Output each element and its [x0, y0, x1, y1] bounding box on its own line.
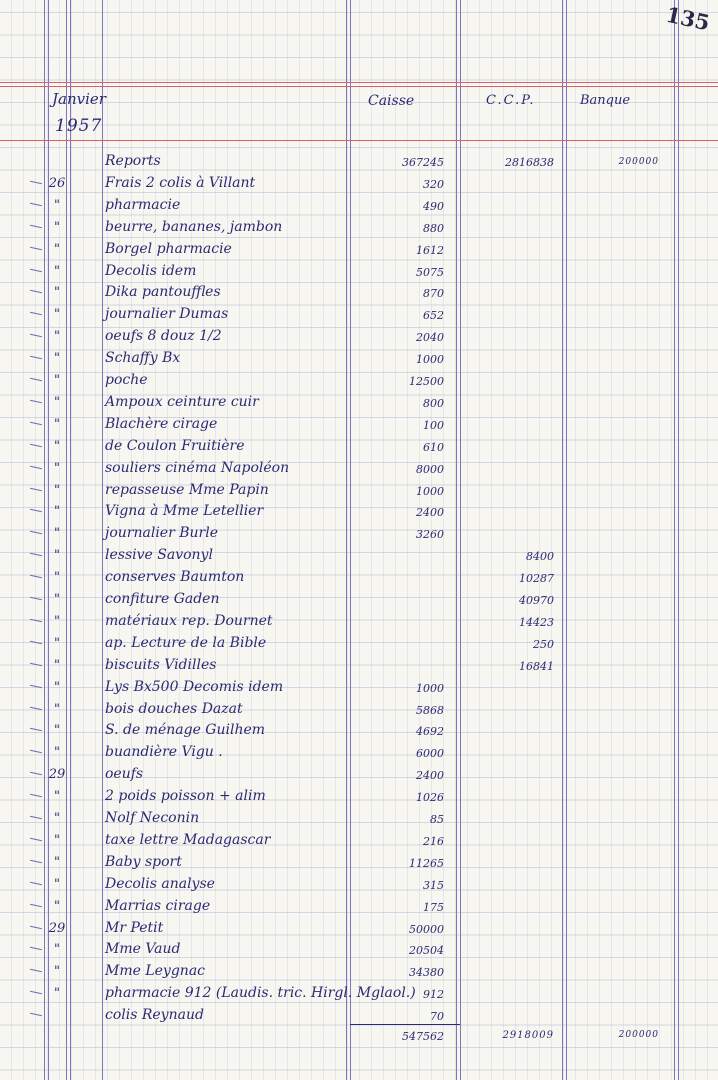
entry-caisse-amount: 3260	[416, 528, 444, 542]
entry-day: "	[54, 241, 60, 257]
column-header-ccp: C.C.P.	[486, 93, 536, 108]
entry-caisse-amount: 50000	[409, 922, 444, 936]
entry-day: "	[54, 373, 60, 388]
check-mark	[30, 794, 42, 797]
entry-description: matériaux rep. Dournet	[105, 612, 273, 629]
ledger-row	[0, 982, 718, 1004]
entry-caisse-amount: 70	[430, 1010, 444, 1024]
entry-day: 29	[48, 920, 66, 936]
entry-day: "	[54, 504, 60, 520]
entry-day: "	[54, 789, 60, 805]
ledger-row	[0, 719, 718, 741]
ledger-row	[0, 873, 718, 895]
ledger-row	[0, 413, 718, 435]
check-mark	[30, 203, 42, 206]
entry-day: "	[54, 964, 60, 980]
ledger-row	[0, 763, 718, 785]
check-mark	[30, 465, 42, 468]
ledger-row	[0, 851, 718, 873]
entry-ccp-amount: 40970	[519, 594, 554, 607]
totals-row	[0, 1030, 718, 1054]
check-mark	[30, 903, 42, 906]
ledger-row	[0, 741, 718, 763]
check-mark	[30, 575, 42, 578]
total-caisse: 547562	[402, 1030, 444, 1043]
check-mark	[30, 619, 42, 622]
entry-caisse-amount: 367245	[402, 156, 444, 169]
entry-caisse-amount: 11265	[409, 856, 444, 870]
year-label: 1957	[55, 116, 103, 136]
ledger-row	[0, 457, 718, 479]
check-mark	[30, 290, 42, 293]
ledger-row	[0, 260, 718, 282]
entry-day: "	[54, 394, 60, 410]
ledger-row	[0, 917, 718, 939]
ledger-row	[0, 172, 718, 194]
entry-caisse-amount: 610	[423, 440, 444, 454]
entry-caisse-amount: 1000	[416, 353, 444, 367]
entry-description: biscuits Vidilles	[105, 656, 217, 673]
entry-caisse-amount: 5868	[416, 703, 444, 717]
ledger-row	[0, 194, 718, 216]
entry-day: 29	[48, 767, 66, 783]
entry-description: Baby sport	[105, 853, 182, 870]
check-mark	[30, 991, 42, 994]
total-ccp: 2918009	[502, 1030, 554, 1041]
ledger-row	[0, 698, 718, 720]
entry-description: poche	[105, 372, 148, 388]
entry-description: 2 poids poisson + alim	[105, 788, 266, 805]
entry-day: "	[54, 832, 60, 848]
entry-description: Decolis idem	[105, 262, 197, 279]
entry-description: confiture Gaden	[105, 591, 220, 607]
entry-caisse-amount: 315	[423, 878, 444, 892]
ledger-row	[0, 676, 718, 698]
entry-caisse-amount: 20504	[409, 944, 444, 958]
ledger-row	[0, 238, 718, 260]
ledger-row	[0, 479, 718, 501]
entry-day: "	[54, 285, 60, 301]
check-mark	[30, 268, 42, 271]
entry-description: buandière Vigu .	[105, 744, 223, 761]
entry-description: Vigna à Mme Letellier	[105, 503, 264, 520]
entry-caisse-amount: 800	[423, 396, 444, 410]
entry-day: "	[54, 548, 60, 564]
check-mark	[30, 816, 42, 819]
ledger-row	[0, 1004, 718, 1026]
ledger-row	[0, 303, 718, 325]
check-mark	[30, 684, 42, 687]
entry-description: Mme Vaud	[105, 941, 181, 958]
check-mark	[30, 662, 42, 665]
ledger-row	[0, 895, 718, 917]
check-mark	[30, 422, 42, 425]
check-mark	[30, 641, 42, 644]
check-mark	[30, 750, 42, 753]
check-mark	[30, 246, 42, 249]
ledger-row	[0, 281, 718, 303]
total-rule	[350, 1024, 460, 1025]
entry-description: Ampoux ceinture cuir	[105, 393, 259, 410]
entry-day: "	[54, 657, 60, 673]
entry-ccp-amount: 14423	[519, 615, 554, 629]
entry-description: Lys Bx500 Decomis idem	[105, 678, 284, 695]
check-mark	[30, 772, 42, 775]
entry-description: oeufs 8 douz 1/2	[105, 328, 222, 345]
total-banque: 200000	[618, 1030, 659, 1040]
entry-ccp-amount: 16841	[519, 659, 554, 673]
entry-caisse-amount: 2400	[416, 506, 444, 520]
entry-description: lessive Savonyl	[105, 547, 213, 564]
entry-description: Frais 2 colis à Villant	[105, 174, 256, 191]
entry-ccp-amount: 250	[533, 637, 554, 651]
entry-day: "	[54, 854, 60, 870]
entry-description: Marrias cirage	[105, 897, 211, 914]
entry-description: Nolf Neconin	[105, 810, 200, 826]
entry-day: "	[54, 723, 60, 739]
check-mark	[30, 706, 42, 709]
check-mark	[30, 553, 42, 556]
entry-day: "	[54, 329, 60, 345]
entry-caisse-amount: 12500	[409, 375, 444, 388]
entry-caisse-amount: 2400	[416, 769, 444, 783]
check-mark	[30, 378, 42, 381]
entry-day: "	[54, 613, 60, 629]
check-mark	[30, 947, 42, 950]
ledger-row	[0, 347, 718, 369]
entry-description: de Coulon Fruitière	[105, 437, 245, 454]
ledger-row	[0, 369, 718, 391]
entry-caisse-amount: 100	[423, 418, 444, 432]
column-header-banque: Banque	[580, 93, 631, 108]
entry-caisse-amount: 490	[423, 199, 444, 213]
ledger-row	[0, 391, 718, 413]
ledger-row	[0, 654, 718, 676]
header-rule-middle	[0, 86, 718, 87]
entry-day: "	[54, 679, 60, 695]
check-mark	[30, 509, 42, 512]
ledger-row	[0, 544, 718, 566]
entry-day: "	[54, 745, 60, 761]
entry-description: Mr Petit	[105, 919, 164, 936]
entry-description: bois douches Dazat	[105, 700, 243, 717]
ledger-row	[0, 829, 718, 851]
entry-caisse-amount: 85	[430, 813, 444, 826]
entry-day: "	[54, 811, 60, 826]
ledger-row	[0, 785, 718, 807]
ledger-row	[0, 216, 718, 238]
entry-description: pharmacie	[105, 196, 181, 213]
check-mark	[30, 312, 42, 315]
entry-day: "	[54, 526, 60, 542]
entry-day: "	[54, 307, 60, 323]
check-mark	[30, 728, 42, 731]
check-mark	[30, 597, 42, 600]
entry-day: "	[54, 635, 60, 651]
ledger-row	[0, 566, 718, 588]
entry-ccp-amount: 10287	[519, 572, 554, 586]
entry-caisse-amount: 652	[423, 309, 444, 323]
entry-day: "	[54, 438, 60, 454]
entry-ccp-amount: 8400	[526, 550, 554, 564]
entry-caisse-amount: 6000	[416, 747, 444, 761]
entry-description: beurre, bananes, jambon	[105, 218, 283, 235]
check-mark	[30, 969, 42, 972]
check-mark	[30, 400, 42, 403]
entry-description: oeufs	[105, 766, 144, 783]
ledger-row	[0, 500, 718, 522]
entry-caisse-amount: 1000	[416, 484, 444, 498]
check-mark	[30, 860, 42, 863]
ledger-row	[0, 150, 718, 172]
entry-day: "	[54, 701, 60, 717]
entry-description: pharmacie 912 (Laudis. tric. Hirgl. Mglaol.)	[105, 985, 416, 1002]
entry-day: "	[54, 460, 60, 476]
ledger-row	[0, 435, 718, 457]
entry-caisse-amount: 4692	[416, 725, 444, 739]
entry-caisse-amount: 1026	[416, 791, 444, 805]
entry-caisse-amount: 1612	[416, 243, 444, 257]
entry-description: journalier Dumas	[105, 306, 229, 323]
entry-description: souliers cinéma Napoléon	[105, 459, 290, 476]
check-mark	[30, 838, 42, 841]
entry-caisse-amount: 2040	[416, 331, 444, 345]
check-mark	[30, 1013, 42, 1016]
check-mark	[30, 925, 42, 928]
entry-description: Mme Leygnac	[105, 963, 206, 980]
header-rule-top	[0, 82, 718, 83]
ledger-row	[0, 588, 718, 610]
column-header-caisse: Caisse	[368, 93, 415, 109]
entry-day: "	[54, 197, 60, 213]
entry-description: journalier Burle	[105, 525, 218, 542]
entry-day: "	[54, 942, 60, 958]
entry-caisse-amount: 5075	[416, 265, 444, 279]
entry-description: colis Reynaud	[105, 1007, 204, 1024]
page-number: 135	[664, 1, 713, 36]
month-label: Janvier	[52, 90, 106, 108]
entry-day: "	[54, 263, 60, 279]
entry-day: "	[54, 898, 60, 914]
entry-day: "	[54, 986, 60, 1002]
entry-description: Reports	[105, 153, 161, 169]
entry-description: Blachère cirage	[105, 415, 218, 432]
check-mark	[30, 356, 42, 359]
check-mark	[30, 487, 42, 490]
entry-caisse-amount: 8000	[416, 462, 444, 476]
entry-description: Decolis analyse	[105, 875, 215, 892]
entry-day: "	[54, 570, 60, 586]
entry-description: conserves Baumton	[105, 569, 245, 586]
ledger-row	[0, 960, 718, 982]
check-mark	[30, 224, 42, 227]
entry-description: taxe lettre Madagascar	[105, 831, 271, 848]
entry-description: Schaffy Bx	[105, 350, 181, 367]
ledger-row	[0, 807, 718, 829]
entry-caisse-amount: 880	[423, 221, 444, 235]
entry-day: "	[54, 876, 60, 892]
entry-day: "	[54, 592, 60, 607]
entry-description: ap. Lecture de la Bible	[105, 634, 267, 651]
check-mark	[30, 881, 42, 884]
ledger-row	[0, 632, 718, 654]
entry-caisse-amount: 912	[423, 988, 444, 1002]
entry-day: "	[54, 219, 60, 235]
entry-day: 26	[48, 175, 66, 191]
entry-caisse-amount: 1000	[416, 681, 444, 695]
ledger-row	[0, 938, 718, 960]
entry-caisse-amount: 34380	[409, 966, 444, 980]
entry-description: Borgel pharmacie	[105, 240, 232, 257]
ledger-row	[0, 522, 718, 544]
entry-description: S. de ménage Guilhem	[105, 722, 266, 739]
entry-ccp-amount: 2816838	[505, 156, 554, 169]
check-mark	[30, 443, 42, 446]
entry-day: "	[54, 482, 60, 498]
check-mark	[30, 334, 42, 337]
entry-caisse-amount: 870	[423, 287, 444, 301]
header-rule-bottom	[0, 140, 718, 141]
entry-description: repasseuse Mme Papin	[105, 481, 269, 498]
entry-day: "	[54, 416, 60, 432]
entry-description: Dika pantouffles	[105, 284, 221, 301]
ledger-row	[0, 325, 718, 347]
entry-caisse-amount: 175	[423, 900, 444, 914]
entry-banque-amount: 200000	[618, 157, 659, 167]
entry-caisse-amount: 216	[423, 834, 444, 848]
entry-caisse-amount: 320	[423, 177, 444, 191]
ledger-row	[0, 610, 718, 632]
entry-day: "	[54, 351, 60, 367]
check-mark	[30, 181, 42, 184]
check-mark	[30, 531, 42, 534]
